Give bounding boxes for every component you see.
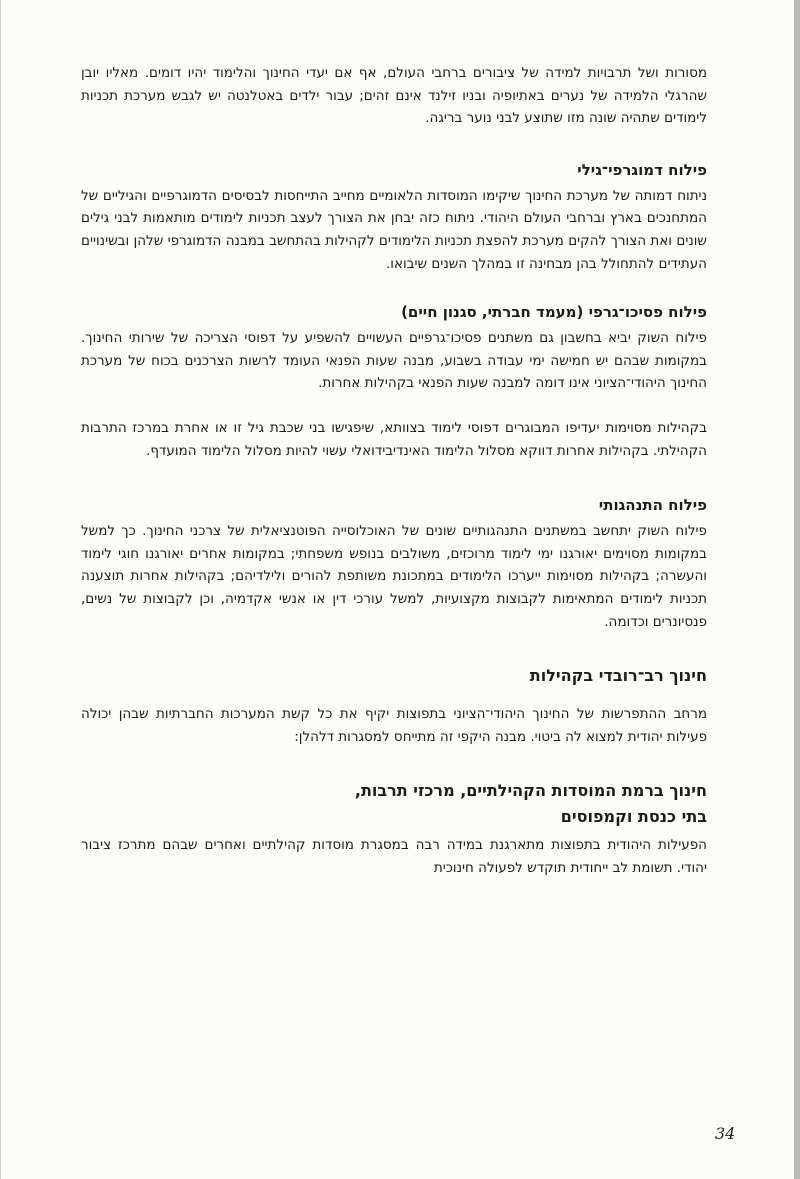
page-number: 34	[715, 1124, 736, 1143]
paragraph-multilayer: מרחב ההתפרשות של החינוך היהודי־הציוני בתפוצות יקיף את כל קשת המערכות החברתיות שבהן יכולה פעילות יהודית למצוא לה ביטוי. מבנה היקפי זה מתייחס למסגרות דלהלן:	[81, 706, 707, 745]
section-heading-behavioral: פילוח התנהגותי	[598, 496, 707, 515]
paragraph-behavioral: פילוח השוק יתחשב במשתנים התנהגותיים שונים של האוכלוסייה הפוטנציאלית של צרכני החינוך. כך למשל במקומות מסוימים יאורגנו ימי לימוד מרוכזים, משולבים בנופש משפחתי; במקומות אחרים יאורגנו חוגי לימוד והעשרה; בקהילות מסוימות ייערכו הלימודים במתכונת משותפת להורים ולילדיהם; בקהילות אחרות תוצענה תכניות לימודים המתאימות לקבוצות מקצועיות, למשל עורכי דין או אנשי אקדמיה, וכן לקבוצות של נשים, פנסיונרים וכדומה.	[81, 523, 707, 630]
paragraph-psychographic-2: בקהילות מסוימות יעדיפו המבוגרים דפוסי לימוד בצוותא, שיפגישו בני שכבת גיל זו או אחרת במרכז התרבות הקהילתי. בקהילות אחרות דווקא מסלול הלימוד האינדיבידואלי עשוי להיות מסלול הלימוד המועדף.	[81, 419, 707, 459]
paragraph-demographic: ניתוח דמותה של מערכת החינוך שיקימו המוסדות הלאומיים מחייב התייחסות לבסיסים הדמוגרפיים והגיליים של המתחנכים בארץ וברחבי העולם היהודי. ניתוח כזה יבחן את הצורך לעצב תכניות לימודים מותאמות לבני גילים שונים ואת הצורך להקים מערכת להפצת תכניות הלימודים לקהילות בהתחשב במבנה הדמוגרפי שלהן ובשינויים העתידים להתחולל בהן מבחינה זו במהלך השנים שיבואו.	[81, 187, 707, 272]
section-heading-demographic: פילוח דמוגרפי־גילי	[577, 160, 707, 179]
section-heading-multilayer: חינוך רב־רובדי בקהילות	[529, 666, 707, 686]
paragraph-psychographic-1: פילוח השוק יביא בחשבון גם משתנים פסיכו־גרפיים העשויים להשפיע על דפוסי הצריכה של שירותי החינוך. במקומות שבהם יש חמישה ימי עבודה בשבוע, מבנה שעות הפנאי העומד לרשות הצרכנים בכוח של מערכת החינוך היהודי־הציוני אינו דומה למבנה שעות הפנאי בקהילות אחרות.	[81, 330, 707, 392]
intro-paragraph: מסורות ושל תרבויות למידה של ציבורים ברחבי העולם, אף אם יעדי החינוך והלימוד יהיו דומים. מאליו יובן שהרגלי הלמידה של נערים באתיופיה ובניו זילנד אינם זהים; עבור ילדים באטלנטה יש לגבש מערכת תכניות לימודים שתהיה שונה מזו שתוצע לבני נוער בריגה.	[81, 65, 707, 127]
section-heading-psychographic: פילוח פסיכו־גרפי (מעמד חברתי, סגנון חיים)	[401, 303, 707, 322]
section-heading-institutions-line-2: בתי כנסת וקמפוסים	[560, 807, 707, 827]
section-heading-institutions-line-1: חינוך ברמת המוסדות הקהילתיים, מרכזי תרבות,	[354, 781, 707, 801]
page-body	[81, 62, 707, 879]
paragraph-institutions: הפעילות היהודית בתפוצות מתארגנת במידה רבה במסגרת מוסדות קהילתיים ואחרים שבהם מתרכז ציבור יהודי. תשומת לב ייחודית תוקדש לפעולה חינוכית	[81, 837, 707, 876]
